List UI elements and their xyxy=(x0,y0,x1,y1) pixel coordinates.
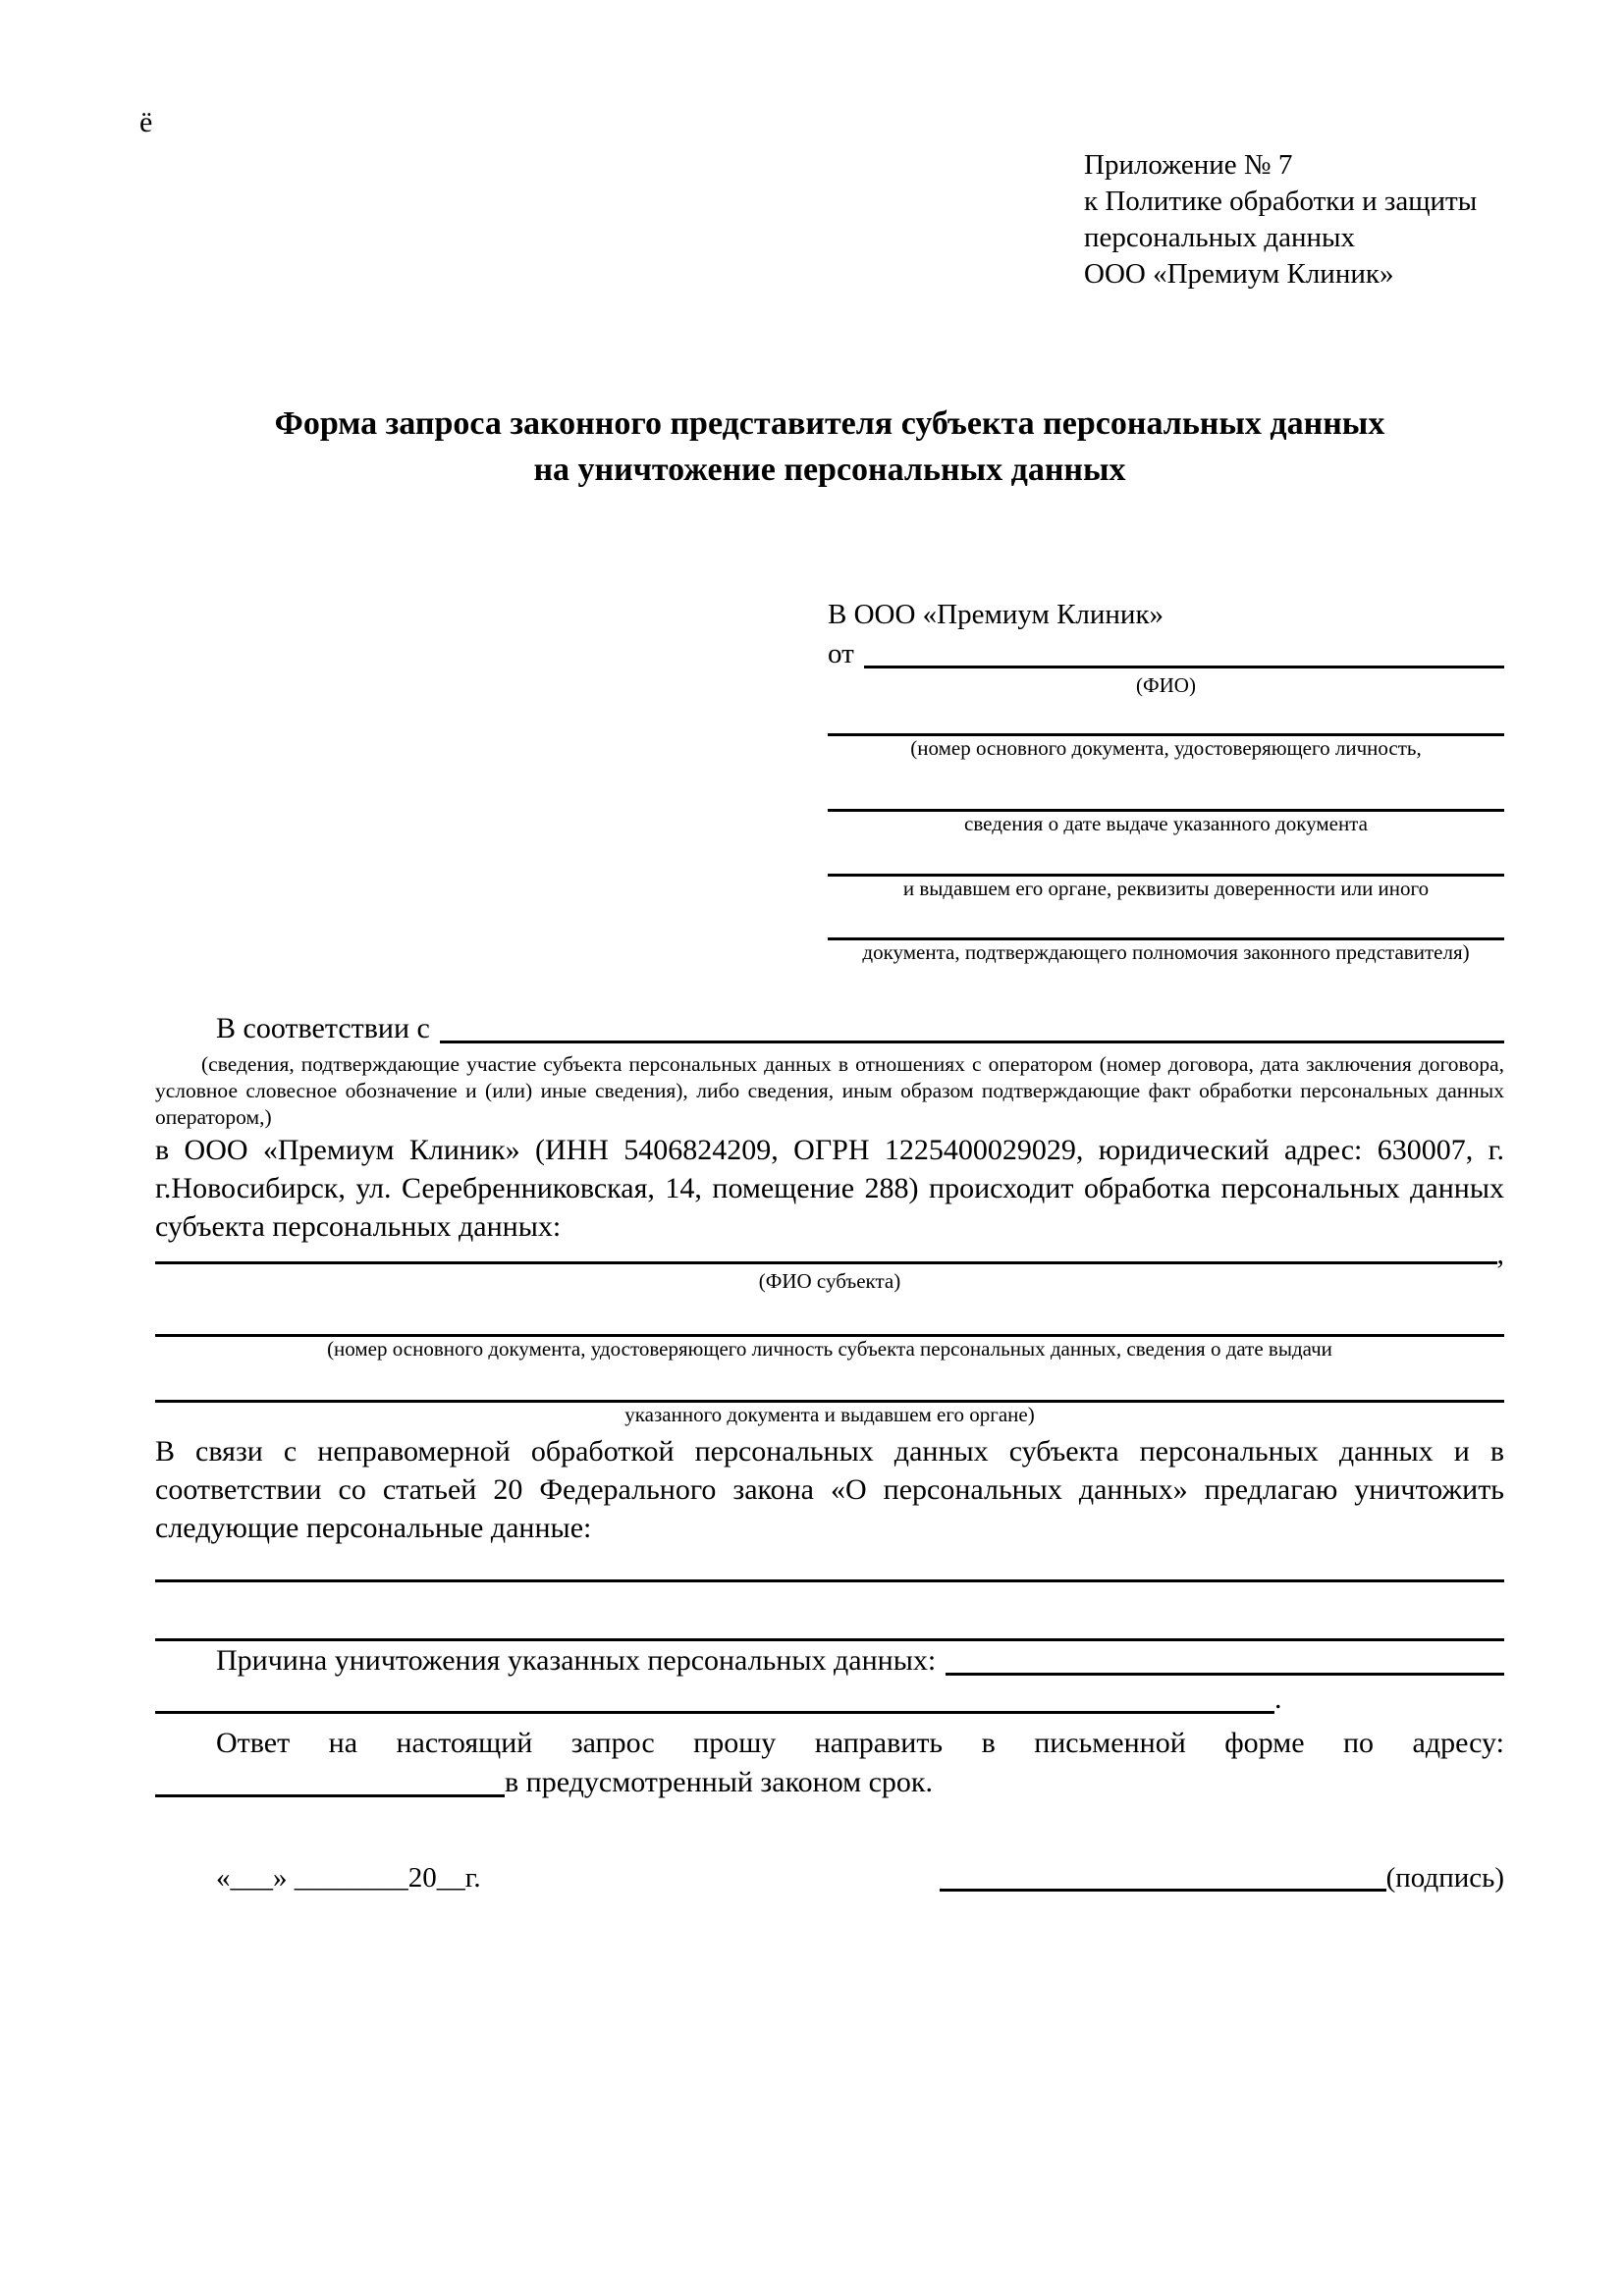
doc-caption-2: сведения о дате выдаче указанного документа xyxy=(964,812,1368,835)
doc-issue-date-fill-line xyxy=(828,761,1504,812)
doc-authority-fill-line xyxy=(828,836,1504,877)
doc-caption-3: и выдавшем его органе, реквизиты доверенности или иного xyxy=(902,877,1430,900)
signature-block xyxy=(940,1858,1504,1897)
signature-fill-line xyxy=(940,1858,1386,1892)
signature-caption: (подпись) xyxy=(1385,1862,1504,1894)
subject-fio-fill-line xyxy=(155,1261,1497,1264)
subject-doc-authority-fill-line xyxy=(155,1362,1504,1403)
according-fill-line xyxy=(440,1009,1504,1043)
appendix-line: ООО «Премиум Клиник» xyxy=(1084,258,1394,290)
document-title xyxy=(155,400,1504,493)
appendix-line: Приложение № 7 xyxy=(1084,149,1293,181)
answer-address-fill-line xyxy=(155,1763,505,1797)
reason-continuation-row xyxy=(155,1681,1504,1716)
appendix-line: персональных данных xyxy=(1084,222,1356,253)
appendix-line: к Политике обработки и защиты xyxy=(1084,186,1478,217)
reason-fill-line xyxy=(946,1641,1504,1676)
according-row xyxy=(155,1009,1504,1048)
subject-fio-row xyxy=(155,1238,1504,1270)
according-label: В соответствии с xyxy=(216,1012,430,1044)
operator-paragraph: в ООО «Премиум Клиник» (ИНН 5406824209, ОГРН 1225400029029, юридический адрес: 630007, г. г.Новосибирск, ул. Серебренниковская, 14, помещение 288) происходит обработка персональных данных субъекта персональных данных: xyxy=(155,1134,1504,1243)
from-label: от xyxy=(828,638,854,669)
reason-row xyxy=(155,1641,1504,1681)
reason-period: . xyxy=(1274,1682,1282,1715)
body-block xyxy=(155,1009,1504,1802)
fio-caption: (ФИО) xyxy=(1136,673,1196,697)
footer-row xyxy=(155,1858,1504,1897)
answer-tail: в предусмотренный законом срок. xyxy=(505,1766,933,1798)
doc-power-fill-line xyxy=(828,901,1504,940)
according-note: (сведения, подтверждающие участие субъекта персональных данных в отношениях с оператором (номер договора, дата заключения договора, условное словесное обозначение и (или) иные сведения), либо сведения, иным образом подтверждающие факт обработки персональных данных оператором,) xyxy=(155,1052,1504,1129)
subject-doc-fill-line xyxy=(155,1294,1504,1337)
fio-fill-line xyxy=(864,634,1504,668)
request-paragraph: В связи с неправомерной обработкой персональных данных субъекта персональных данных и в соответствии со статьей 20 Федерального закона «О персональных данных» предлагаю уничтожить следующие персональные данные: xyxy=(155,1435,1504,1544)
reason-label: Причина уничтожения указанных персональных данных: xyxy=(216,1644,937,1677)
appendix-block xyxy=(1084,147,1526,293)
subject-fio-caption: (ФИО субъекта) xyxy=(758,1269,901,1293)
date-blank: «___» ________20__г. xyxy=(216,1862,481,1894)
addressee-block xyxy=(828,595,1504,965)
data-to-destroy-fill-line-2 xyxy=(155,1582,1504,1641)
data-to-destroy-fill-line-1 xyxy=(155,1547,1504,1582)
document-title-line2: на уничтожение персональных данных xyxy=(533,452,1126,488)
addressee-to: В ООО «Премиум Клиник» xyxy=(828,599,1164,630)
doc-number-fill-line xyxy=(828,698,1504,736)
answer-paragraph: Ответ на настоящий запрос прошу направить в письменной форме по адресу: xyxy=(216,1727,1504,1759)
reason-continuation-fill-line xyxy=(155,1711,1274,1714)
stray-char: ё xyxy=(139,106,153,138)
document-title-line1: Форма запроса законного представителя субъекта персональных данных xyxy=(274,405,1385,442)
doc-caption-1: (номер основного документа, удостоверяющего личность, xyxy=(910,736,1422,760)
addressee-from-row xyxy=(828,634,1504,673)
subject-doc-caption-1: (номер основного документа, удостоверяющего личность субъекта персональных данных, сведения о дате выдачи xyxy=(327,1337,1332,1361)
subject-fio-comma: , xyxy=(1496,1238,1504,1270)
answer-address-row xyxy=(155,1763,1504,1802)
doc-caption-4: документа, подтверждающего полномочия законного представителя) xyxy=(862,940,1470,964)
subject-doc-caption-2: указанного документа и выдавшем его органе) xyxy=(624,1403,1035,1426)
